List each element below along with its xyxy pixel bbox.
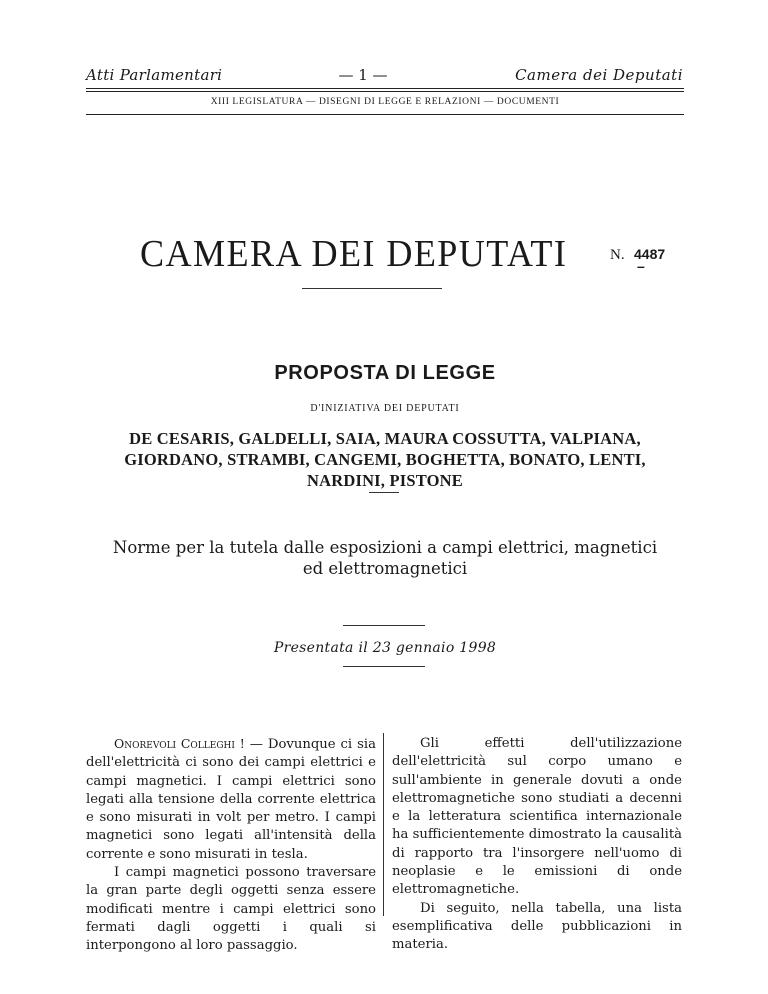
- header-rule-top: [86, 88, 684, 89]
- bill-subject: Norme per la tutela dalle esposizioni a campi elettrici, magnetici ed elettromagnetici: [112, 538, 658, 578]
- legislature-subheader: XIII LEGISLATURA — DISEGNI DI LEGGE E RELAZIONI — DOCUMENTI: [210, 97, 560, 107]
- page-number: — 1 —: [338, 66, 388, 84]
- body-paragraph: Di seguito, nella tabella, una lista esemplificativa delle pubblicazioni in materia.: [392, 900, 682, 953]
- presented-rule-bottom: [343, 666, 425, 667]
- authors-list: DE CESARIS, GALDELLI, SAIA, MAURA COSSUTTA, VALPIANA, GIORDANO, STRAMBI, CANGEMI, BOGHETTA, BONATO, LENTI, NARDINI, PISTONE: [124, 429, 646, 490]
- authors-separator-rule: [369, 492, 399, 493]
- body-paragraph: Gli effetti dell'utilizzazione dell'elettricità sul corpo umano e sull'ambiente in generale dovuti a onde elettromagnetiche sono studiati a decenni e la letteratura scientifica internazionale ha sufficientemente dimostrato la causalità di rapporto tra l'insorgere nell'uomo di neoplasie e le emissioni di onde elettromagnetiche.: [392, 736, 682, 898]
- body-paragraph: [86, 735, 376, 864]
- proposal-heading: PROPOSTA DI LEGGE: [274, 362, 496, 384]
- presentation-date: Presentata il 23 gennaio 1998: [273, 640, 497, 656]
- running-header-right: Camera dei Deputati: [515, 66, 683, 84]
- body-column-right: [392, 735, 682, 955]
- paragraph-text: — Dovunque ci sia dell'elettricità ci sono dei campi elettrici e campi magnetici. I campi elettrici sono legati alla tensione della corrente elettrica e sono misurati in volt per metro. I campi magnetici sono legati all'intensità della corrente e sono misurati in tesla.: [86, 737, 376, 862]
- document-number-dash: –: [637, 258, 645, 274]
- salutation: Onorevoli Colleghi !: [114, 736, 245, 751]
- column-divider: [383, 733, 384, 916]
- header-rule-bottom: [86, 114, 684, 115]
- header-rule-double: [86, 91, 684, 92]
- chamber-title-rule: [302, 288, 442, 289]
- chamber-title: CAMERA DEI DEPUTATI: [140, 233, 568, 275]
- body-paragraph: I campi magnetici possono traversare la gran parte degli oggetti senza essere modificati mentre i campi elettrici sono fermati dagli oggetti i quali si interpongono al loro passaggio.: [86, 865, 376, 954]
- running-header-left: Atti Parlamentari: [86, 66, 223, 84]
- initiative-line: D'INIZIATIVA DEI DEPUTATI: [310, 403, 460, 414]
- presented-rule-top: [343, 625, 425, 626]
- document-number: 4487: [634, 246, 666, 262]
- body-column-left: [86, 735, 376, 956]
- document-number-label: N.: [610, 247, 625, 263]
